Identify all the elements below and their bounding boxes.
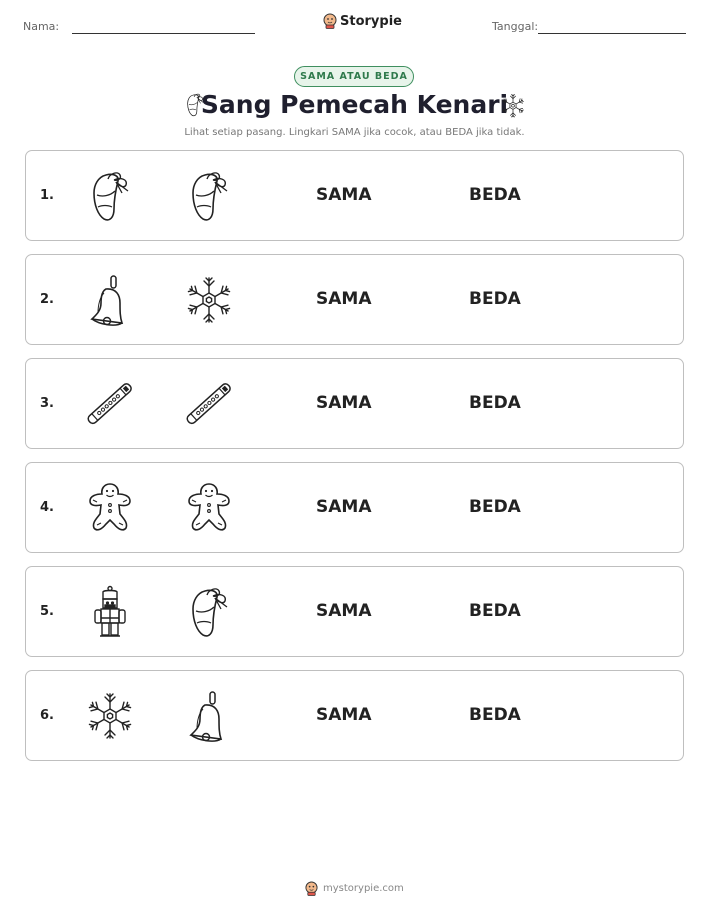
question-row-5 xyxy=(25,566,684,657)
gingerbread-icon xyxy=(84,481,136,536)
question-row-6 xyxy=(25,670,684,761)
different-option[interactable]: BEDA xyxy=(469,497,521,517)
question-row-3 xyxy=(25,358,684,449)
flute-icon xyxy=(84,377,136,432)
nutcracker-icon xyxy=(84,585,136,640)
brand-name: Storypie xyxy=(340,13,402,29)
storypie-mascot-icon xyxy=(305,881,318,896)
same-option[interactable]: SAMA xyxy=(316,601,372,621)
same-option[interactable]: SAMA xyxy=(316,393,372,413)
date-line[interactable] xyxy=(538,33,686,34)
ballet-shoe-icon xyxy=(84,169,136,224)
bell-icon xyxy=(183,689,235,744)
instructions: Lihat setiap pasang. Lingkari SAMA jika cocok, atau BEDA jika tidak. xyxy=(184,127,525,138)
different-option[interactable]: BEDA xyxy=(469,393,521,413)
same-option[interactable]: SAMA xyxy=(316,185,372,205)
question-number: 1. xyxy=(40,188,54,203)
same-option[interactable]: SAMA xyxy=(316,497,372,517)
question-row-4 xyxy=(25,462,684,553)
page-title: Sang Pemecah Kenari xyxy=(200,90,509,119)
same-option[interactable]: SAMA xyxy=(316,289,372,309)
name-label: Nama: xyxy=(23,20,60,33)
bell-icon xyxy=(84,273,136,328)
brand-logo xyxy=(323,13,402,29)
footer-url[interactable]: mystorypie.com xyxy=(323,883,404,894)
same-option[interactable]: SAMA xyxy=(316,705,372,725)
snowflake-icon xyxy=(183,273,235,328)
question-number: 5. xyxy=(40,604,54,619)
activity-badge: SAMA ATAU BEDA xyxy=(294,66,414,87)
different-option[interactable]: BEDA xyxy=(469,705,521,725)
ballet-shoe-icon xyxy=(183,585,235,640)
question-number: 4. xyxy=(40,500,54,515)
date-label: Tanggal: xyxy=(492,20,539,33)
question-number: 3. xyxy=(40,396,54,411)
ballet-shoe-icon xyxy=(183,169,235,224)
different-option[interactable]: BEDA xyxy=(469,185,521,205)
gingerbread-icon xyxy=(183,481,235,536)
flute-icon xyxy=(183,377,235,432)
question-number: 6. xyxy=(40,708,54,723)
different-option[interactable]: BEDA xyxy=(469,601,521,621)
question-number: 2. xyxy=(40,292,54,307)
footer xyxy=(305,881,404,896)
different-option[interactable]: BEDA xyxy=(469,289,521,309)
question-row-1 xyxy=(25,150,684,241)
question-row-2 xyxy=(25,254,684,345)
name-line[interactable] xyxy=(72,33,255,34)
storypie-mascot-icon xyxy=(323,13,337,29)
snowflake-icon xyxy=(499,92,527,120)
snowflake-icon xyxy=(84,689,136,744)
